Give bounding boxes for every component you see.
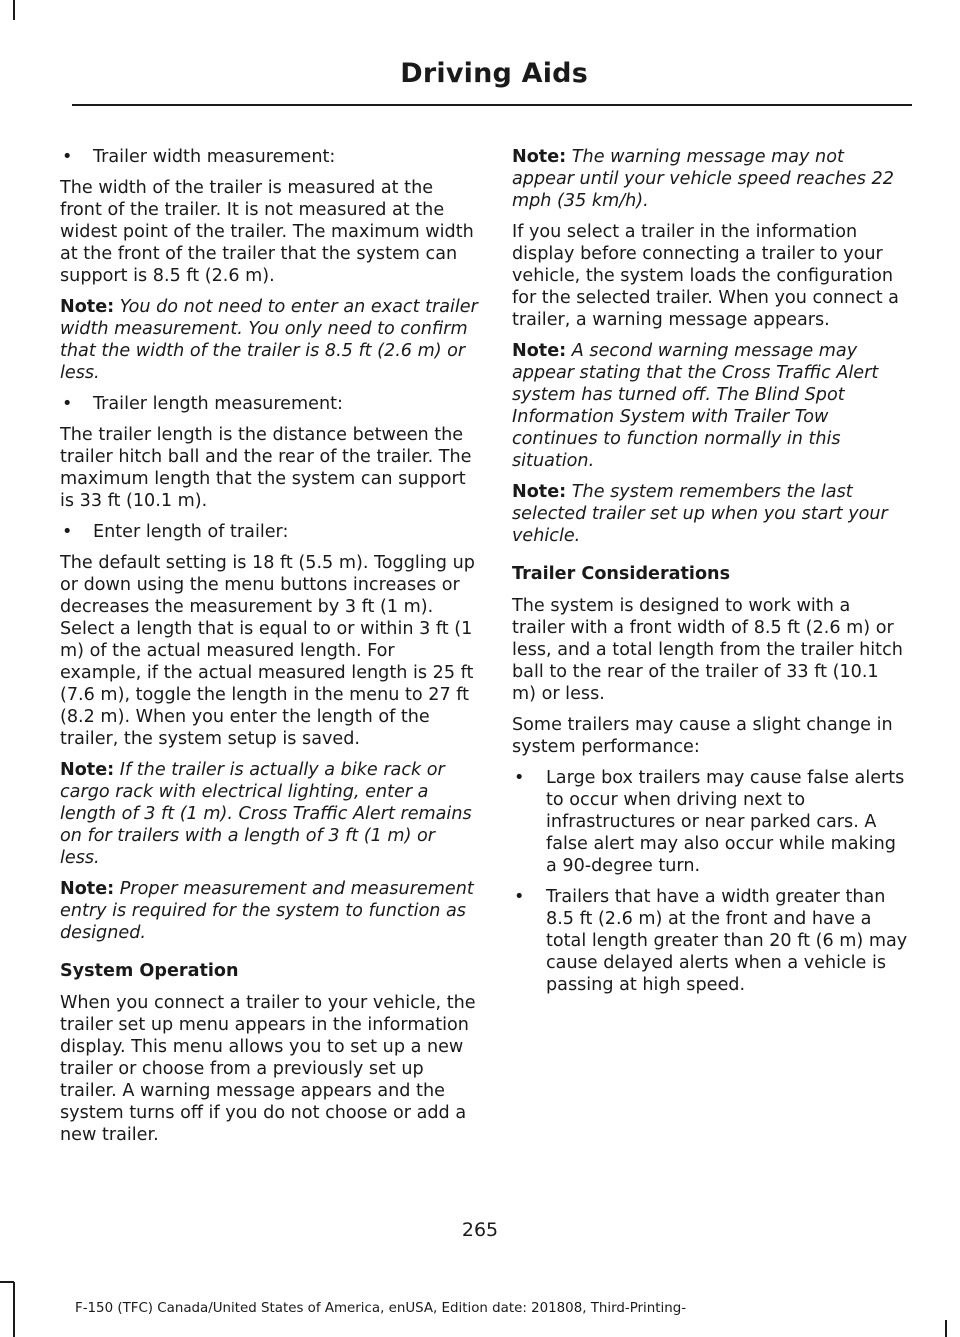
note-text: The warning message may not appear until your vehicle speed reaches 22 mph (35 km/h). bbox=[512, 147, 894, 211]
note-label: Note: bbox=[512, 147, 567, 167]
list-item-text: Large box trailers may cause false alerts to occur when driving next to infrastructures or near parked cars. A false alert may also occur while making a 90-degree turn. bbox=[546, 768, 905, 876]
list-item bbox=[512, 886, 908, 996]
note-text: You do not need to enter an exact trailer width measurement. You only need to confirm that the width of the trailer is 8.5 ft (2.6 m) or less. bbox=[60, 297, 478, 383]
note-text: Proper measurement and measurement entry is required for the system to function as designed. bbox=[60, 879, 474, 943]
note bbox=[60, 878, 478, 944]
bullet-icon: • bbox=[62, 522, 73, 542]
bullet-icon: • bbox=[514, 768, 525, 788]
bullet-icon: • bbox=[62, 394, 73, 414]
list-item-text: Trailer length measurement: bbox=[93, 394, 343, 414]
crop-mark-top-left bbox=[13, 0, 15, 20]
left-column bbox=[60, 146, 478, 1155]
edition-footer: F-150 (TFC) Canada/United States of America, enUSA, Edition date: 201808, Third-Printing- bbox=[75, 1301, 687, 1316]
note-text: The system remembers the last selected trailer set up when you start your vehicle. bbox=[512, 482, 888, 546]
header-divider bbox=[72, 104, 912, 106]
note bbox=[60, 296, 478, 384]
note-label: Note: bbox=[60, 760, 115, 780]
paragraph: If you select a trailer in the information display before connecting a trailer to your vehicle, the system loads the configuration for the selected trailer. When you connect a trailer, a warning message appears. bbox=[512, 222, 899, 330]
note-label: Note: bbox=[512, 482, 567, 502]
paragraph: When you connect a trailer to your vehicle, the trailer set up menu appears in the information display. This menu allows you to set up a new trailer or choose from a previously set up trailer. A warning message appears and the system turns off if you do not choose or add a new trailer. bbox=[60, 993, 476, 1145]
list-item bbox=[60, 393, 478, 415]
note-text: If the trailer is actually a bike rack or cargo rack with electrical lighting, enter a length of 3 ft (1 m). Cross Traffic Alert remains on for trailers with a length of 3 ft (1 m) or less. bbox=[60, 760, 472, 868]
page-number: 265 bbox=[461, 1219, 499, 1241]
list-item-text: Trailers that have a width greater than 8.5 ft (2.6 m) at the front and have a total length greater than 20 ft (6 m) may cause delayed alerts when a vehicle is passing at high speed. bbox=[546, 887, 908, 995]
note-label: Note: bbox=[60, 879, 115, 899]
paragraph: The trailer length is the distance between the trailer hitch ball and the rear of the trailer. The maximum length that the system can support is 33 ft (10.1 m). bbox=[60, 425, 472, 511]
crop-mark-bottom-left-h bbox=[0, 1281, 14, 1283]
list-item bbox=[60, 521, 478, 543]
note-label: Note: bbox=[60, 297, 115, 317]
note bbox=[60, 759, 478, 869]
right-column bbox=[512, 146, 908, 1005]
note-label: Note: bbox=[512, 341, 567, 361]
note-text: A second warning message may appear stating that the Cross Traffic Alert system has turned off. The Blind Spot Information System with Trailer Tow continues to function normally in this situation. bbox=[512, 341, 879, 471]
paragraph: The default setting is 18 ft (5.5 m). Toggling up or down using the menu buttons increases or decreases the measurement by 3 ft (1 m). Select a length that is equal to or within 3 ft (1 m) of the actual measured length. For example, if the actual measured length is 25 ft (7.6 m), toggle the length in the menu to 27 ft (8.2 m). When you enter the length of the trailer, the system setup is saved. bbox=[60, 553, 475, 749]
list-item-text: Enter length of trailer: bbox=[93, 522, 289, 542]
note bbox=[512, 481, 908, 547]
crop-mark-bottom-left bbox=[13, 1282, 15, 1337]
list-item-text: Trailer width measurement: bbox=[93, 147, 336, 167]
paragraph: The width of the trailer is measured at the front of the trailer. It is not measured at the widest point of the trailer. The maximum width at the front of the trailer that the system can support is 8.5 ft (2.6 m). bbox=[60, 178, 474, 286]
page-title: Driving Aids bbox=[400, 58, 588, 89]
list-item bbox=[60, 146, 478, 168]
paragraph: The system is designed to work with a trailer with a front width of 8.5 ft (2.6 m) or less, and a total length from the trailer hitch ball to the rear of the trailer of 33 ft (10.1 m) or less. bbox=[512, 596, 903, 704]
bullet-icon: • bbox=[62, 147, 73, 167]
section-heading: System Operation bbox=[60, 961, 239, 981]
note bbox=[512, 340, 908, 472]
crop-mark-bottom-right bbox=[945, 1320, 947, 1337]
paragraph: Some trailers may cause a slight change in system performance: bbox=[512, 715, 893, 757]
list-item bbox=[512, 767, 908, 877]
note bbox=[512, 146, 908, 212]
section-heading: Trailer Considerations bbox=[512, 564, 731, 584]
bullet-icon: • bbox=[514, 887, 525, 907]
